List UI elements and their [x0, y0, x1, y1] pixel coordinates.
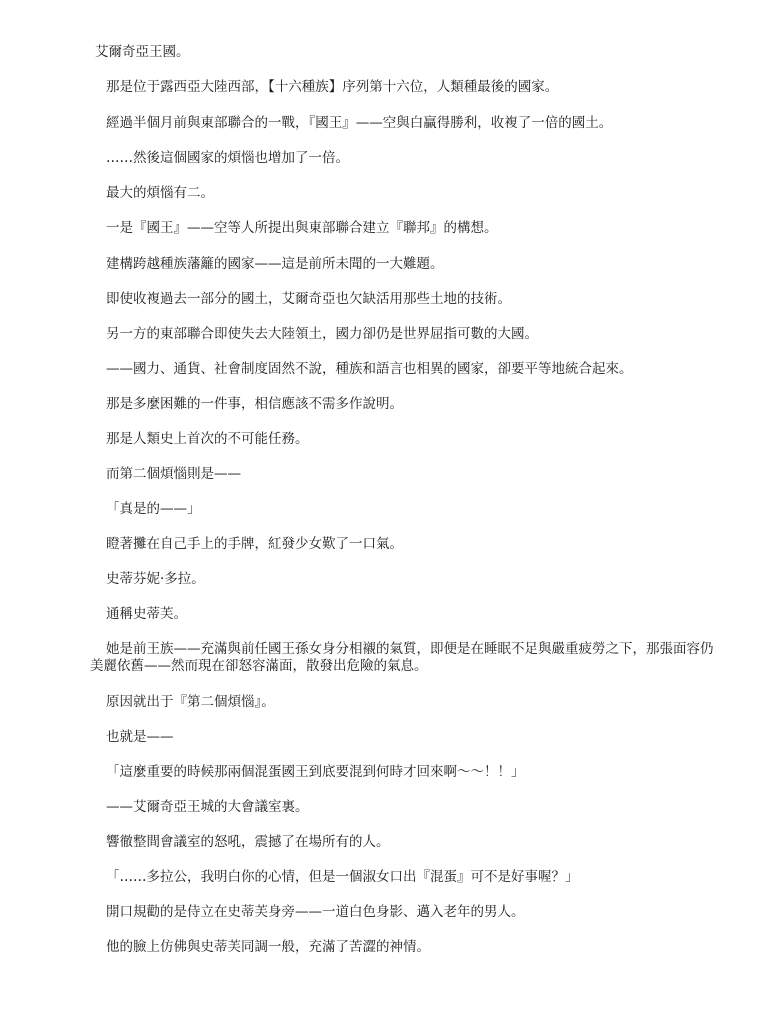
paragraph: 「真是的——」	[106, 501, 201, 517]
paragraph: 通稱史蒂芙。	[106, 606, 187, 622]
paragraph: 那是位于露西亞大陸西部，【十六種族】序列第十六位，人類種最後的國家。	[106, 79, 559, 95]
paragraph: 開口規勸的是侍立在史蒂芙身旁——一道白色身影、邁入老年的男人。	[106, 904, 525, 920]
paragraph: 艾爾奇亞王國。	[95, 44, 190, 60]
paragraph: 最大的煩惱有二。	[106, 185, 214, 201]
paragraph: 另一方的東部聯合即使失去大陸領土，國力卻仍是世界屈指可數的大國。	[106, 326, 538, 342]
paragraph: 原因就出于『第二個煩惱』。	[106, 694, 275, 710]
paragraph: 她是前王族——充滿與前任國王孫女身分相襯的氣質，即便是在睡眠不足與嚴重疲勞之下，那張面容仍美麗依舊——然而現在卻怒容滿面，散發出危險的氣息。	[90, 641, 714, 674]
paragraph: 史蒂芬妮·多拉。	[106, 571, 205, 587]
paragraph: 建構跨越種族藩籬的國家——這是前所未聞的一大難題。	[106, 256, 444, 272]
paragraph: 「這麼重要的時候那兩個混蛋國王到底要混到何時才回來啊～～！！」	[106, 764, 525, 780]
paragraph: 「……多拉公，我明白你的心情，但是一個淑女口出『混蛋』可不是好事喔？」	[106, 869, 579, 885]
paragraph: 瞪著攤在自己手上的手牌，紅發少女歎了一口氣。	[106, 536, 403, 552]
paragraph: 響徹整間會議室的怒吼，震撼了在場所有的人。	[106, 834, 390, 850]
paragraph: 他的臉上仿佛與史蒂芙同調一般，充滿了苦澀的神情。	[106, 939, 430, 955]
paragraph: 即使收複過去一部分的國土，艾爾奇亞也欠缺活用那些土地的技術。	[106, 291, 511, 307]
paragraph: 而第二個煩惱則是——	[106, 466, 241, 482]
paragraph: ……然後這個國家的煩惱也增加了一倍。	[106, 150, 349, 166]
paragraph: ——國力、通貨、社會制度固然不說，種族和語言也相異的國家，卻要平等地統合起來。	[106, 361, 633, 377]
paragraph: 那是多麼困難的一件事，相信應該不需多作說明。	[106, 396, 403, 412]
paragraph: ——艾爾奇亞王城的大會議室裏。	[106, 799, 309, 815]
paragraph: 也就是——	[106, 729, 174, 745]
paragraph: 經過半個月前與東部聯合的一戰，『國王』——空與白贏得勝利，收複了一倍的國土。	[106, 115, 613, 131]
paragraph: 那是人類史上首次的不可能任務。	[106, 431, 309, 447]
paragraph: 一是『國王』——空等人所提出與東部聯合建立『聯邦』的構想。	[106, 220, 498, 236]
